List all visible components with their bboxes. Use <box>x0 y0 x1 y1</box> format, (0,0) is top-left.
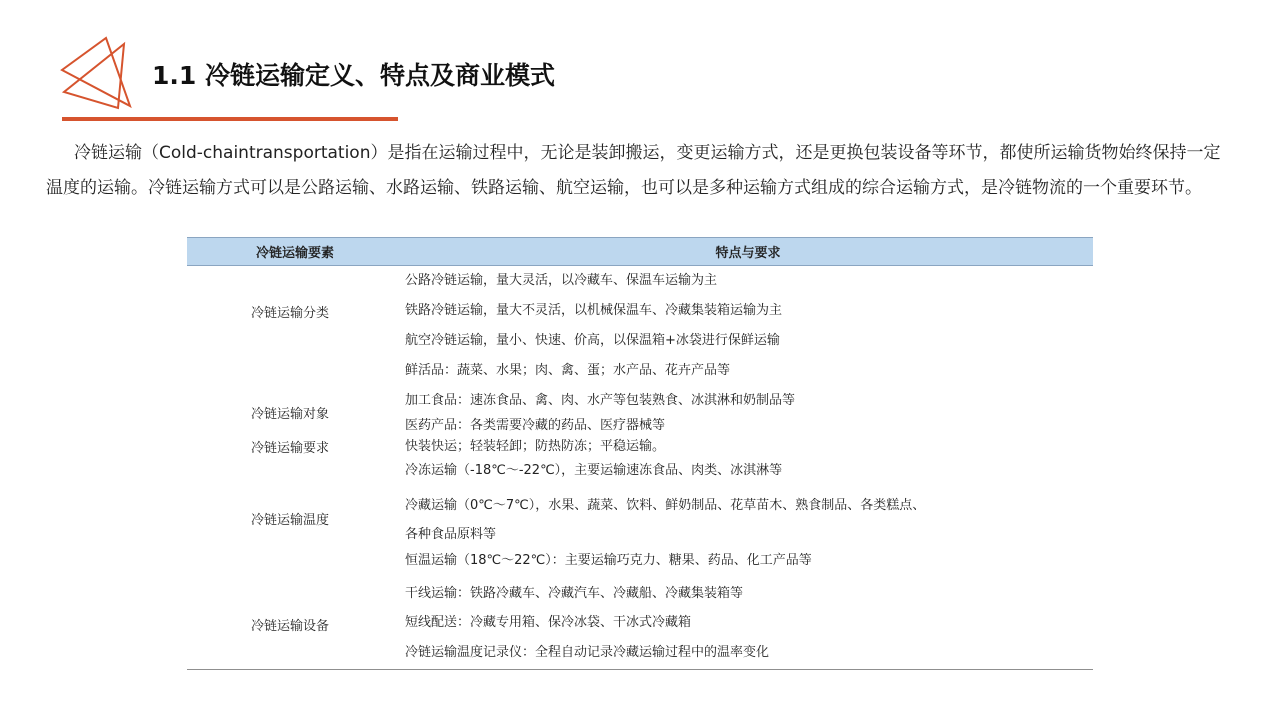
detail-line: 医药产品：各类需要冷藏的药品、医疗器械等 <box>405 418 666 433</box>
table-row <box>187 266 1093 357</box>
row-category: 冷链运输分类 <box>251 305 330 321</box>
triangles-icon <box>60 36 134 110</box>
column-header-requirements: 特点与要求 <box>403 238 1093 266</box>
column-header-element: 冷链运输要素 <box>187 238 403 266</box>
detail-line: 快装快运；轻装轻卸；防热防冻；平稳运输。 <box>405 439 666 454</box>
row-category: 冷链运输温度 <box>251 512 330 528</box>
page-title: 1.1 冷链运输定义、特点及商业模式 <box>152 61 555 90</box>
detail-line: 冷链运输温度记录仪：全程自动记录冷藏运输过程中的温率变化 <box>405 645 770 660</box>
detail-line: 加工食品：速冻食品、禽、肉、水产等包装熟食、冰淇淋和奶制品等 <box>405 393 796 408</box>
table-header-row <box>187 238 1093 266</box>
row-category: 冷链运输要求 <box>251 441 330 456</box>
detail-line: 恒温运输（18℃～22℃）：主要运输巧克力、糖果、药品、化工产品等 <box>405 553 812 568</box>
intro-paragraph: 冷链运输（Cold-chaintransportation）是指在运输过程中，无论是装卸搬运，变更运输方式，还是更换包装设备等环节，都使所运输货物始终保持一定温度的运输。冷链运输方式可以是公路运输、水路运输、铁路运输、航空运输，也可以是多种运输方式组成的综合运输方式，是冷链物流的一个重要环节。 <box>46 143 1221 198</box>
detail-line: 短线配送：冷藏专用箱、保冷冰袋、干冰式冷藏箱 <box>405 615 692 630</box>
detail-line: 冷藏运输（0℃～7℃），水果、蔬菜、饮料、鲜奶制品、花草苗木、熟食制品、各类糕点、 <box>405 498 926 513</box>
row-category: 冷链运输对象 <box>251 406 330 422</box>
detail-line: 航空冷链运输，量小、快速、价高，以保温箱+冰袋进行保鲜运输 <box>405 333 780 348</box>
table-row <box>187 436 1093 457</box>
cold-chain-table <box>187 237 1093 670</box>
row-category: 冷链运输设备 <box>187 579 403 670</box>
table-row <box>187 579 1093 670</box>
table-row <box>187 457 1093 579</box>
table-row <box>187 356 1093 436</box>
detail-line: 干线运输：铁路冷藏车、冷藏汽车、冷藏船、冷藏集装箱等 <box>405 586 744 601</box>
detail-line: 冷冻运输（-18℃～-22℃），主要运输速冻食品、肉类、冰淇淋等 <box>405 463 783 478</box>
detail-line: 各种食品原料等 <box>405 527 497 542</box>
detail-line: 公路冷链运输，量大灵活，以冷藏车、保温车运输为主 <box>405 273 718 288</box>
title-underline <box>62 117 398 121</box>
detail-line: 鲜活品：蔬菜、水果；肉、禽、蛋；水产品、花卉产品等 <box>405 363 731 378</box>
detail-line: 铁路冷链运输，量大不灵活，以机械保温车、冷藏集装箱运输为主 <box>405 303 783 318</box>
